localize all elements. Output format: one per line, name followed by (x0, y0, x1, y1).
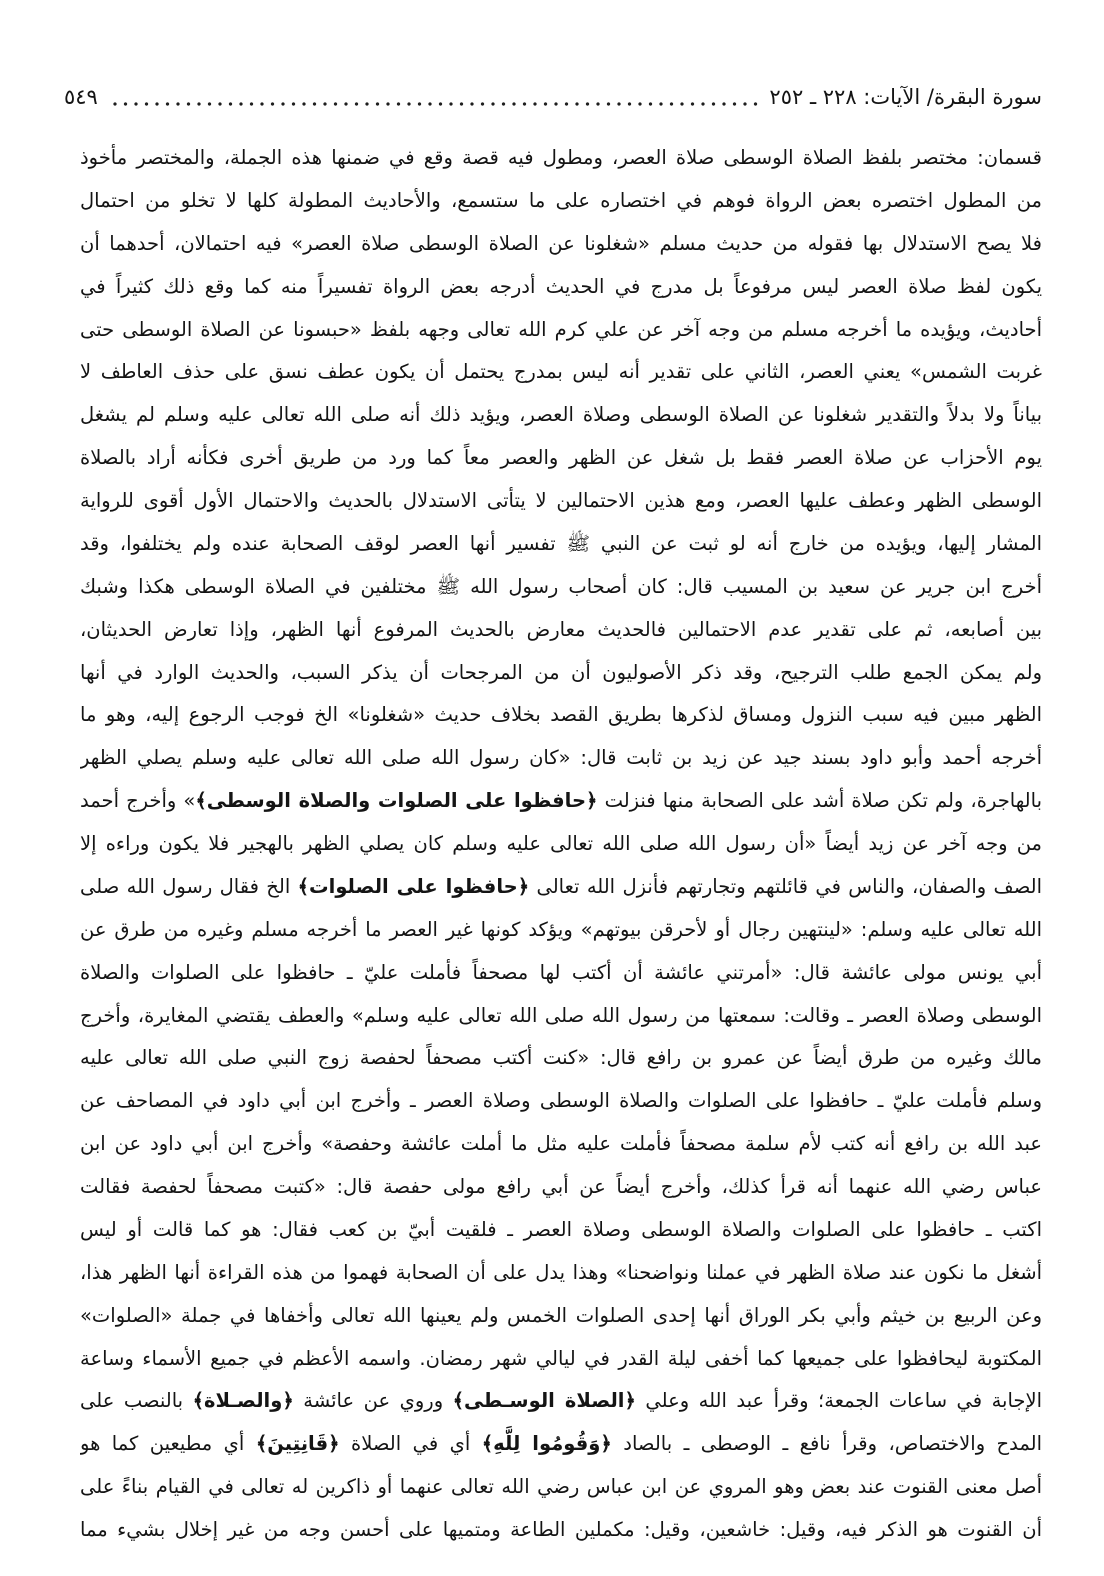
text-line: عباس رضي الله عنهما أنه قرأ كذلك، وأخرج أيضاً عن أبي رافع مولى حفصة قال: «كتبت مصحفاً لحفصة فقالت (80, 1175, 1042, 1198)
text-line: أصل معنى القنوت عند بعض وهو المروي عن ابن عباس رضي الله تعالى عنهما أو ذاكرين له تعالى في القيام بناءً على (80, 1475, 1042, 1499)
quran-verse-quote: ﴿قَانِتِينَ﴾ (255, 1432, 340, 1456)
text-line (80, 866, 1042, 909)
text-line: أشغل ما نكون عند صلاة الظهر في عملنا ونواضحنا» وهذا يدل على أن الصحابة فهموا من هذه القراءة أنها الظهر هذا، (80, 1260, 1042, 1284)
dot-leader (110, 78, 760, 116)
text-segment: المدح والاختصاص، وقرأ نافع ـ الوصطى ـ بالصاد (611, 1432, 1042, 1456)
text-line: أخرج ابن جرير عن سعيد بن المسيب قال: كان أصحاب رسول الله ﷺ مختلفين في الصلاة الوسطى هكذا وشبك (80, 574, 1042, 598)
text-line: قسمان: مختصر بلفظ الصلاة الوسطى صلاة العصر، ومطول فيه قصة وقع في ضمنها هذه الجملة، والمختصر مأخوذ (80, 146, 1042, 169)
body-text (80, 137, 1042, 1552)
text-line (80, 1423, 1042, 1466)
quran-verse-quote: ﴿الصلاة الوسـطى﴾ (452, 1389, 636, 1413)
text-line: غربت الشمس» يعني العصر، الثاني على تقدير أنه ليس بمدرج يحتمل أن يكون عطف نسق على حذف العاطف لا (80, 360, 1042, 384)
text-line: يوم الأحزاب عن صلاة العصر فقط بل شغل عن الظهر والعصر معاً كما ورد من طريق أخرى فكأنه أراد بالصلاة (80, 446, 1042, 470)
text-line: أبي يونس مولى عائشة قال: «أمرتني عائشة أن أكتب لها مصحفاً فأملت عليّ ـ حافظوا على الصلوات والصلاة (80, 960, 1042, 984)
text-line: من وجه آخر عن زيد أيضاً «أن رسول الله صلى الله تعالى عليه وسلم كان يصلي الظهر بالهجير فلا يكون وراءه إلا (80, 832, 1042, 855)
text-segment: أي مطيعين كما هو (80, 1432, 256, 1456)
text-line: يكون لفظ صلاة العصر ليس مرفوعاً بل مدرج في الحديث أدرجه بعض الرواة تفسيراً منه كما وقع ذلك كثيراً في (80, 274, 1042, 298)
text-segment: أي في الصلاة (339, 1432, 482, 1456)
page-header (64, 78, 1042, 116)
text-line: المكتوبة ليحافظوا على جميعها كما أخفى ليلة القدر في ليالي شهر رمضان. واسمه الأعظم في جميع الأسماء وساعة (80, 1346, 1042, 1370)
text-line: من المطول اختصره بعض الرواة فوهم في اختصاره على ما ستسمع، والأحاديث المطولة كلها لا تخلو من احتمال (80, 188, 1042, 212)
quran-verse-quote: ﴿حافظوا على الصلوات﴾ (297, 874, 530, 898)
text-line: الظهر مبين فيه سبب النزول ومساق لذكرها بطريق القصد بخلاف حديث «شغلونا» الخ فوجب الرجوع إليه، وهو ما (80, 703, 1042, 727)
text-line: فلا يصح الاستدلال بها فقوله من حديث مسلم «شغلونا عن الصلاة الوسطى صلاة العصر» فيه احتمالان، أحدهما أن (80, 231, 1042, 255)
text-segment: الصف والصفان، والناس في قائلتهم وتجارتهم فأنزل الله تعالى (529, 874, 1042, 898)
text-line: بياناً ولا بدلاً والتقدير شغلونا عن الصلاة الوسطى وصلاة العصر، ويؤيد ذلك أنه صلى الله تعالى عليه وسلم لم يشغل (80, 403, 1042, 427)
text-segment: الخ فقال رسول الله صلى (80, 874, 298, 898)
quran-verse-quote: ﴿حافظوا على الصلوات والصلاة الوسطى﴾ (195, 789, 598, 813)
text-line: أخرجه أحمد وأبو داود بسند جيد عن زيد بن ثابت قال: «كان رسول الله صلى الله تعالى عليه وسلم يصلي الظهر (80, 746, 1042, 770)
text-line: أن القنوت هو الذكر فيه، وقيل: خاشعين، وقيل: مكملين الطاعة ومتميها على أحسن وجه من غير إخلال بشيء مما (80, 1518, 1042, 1541)
text-line: وعن الربيع بن خيثم وأبي بكر الوراق أنها إحدى الصلوات الخمس ولم يعينها الله تعالى وأخفاها في جملة «الصلوات» (80, 1303, 1042, 1327)
quran-verse-quote: ﴿والصـلاة﴾ (192, 1389, 294, 1413)
text-line: مالك وغيره من طرق أيضاً عن عمرو بن رافع قال: «كنت أكتب مصحفاً لحفصة زوج النبي صلى الله تعالى عليه (80, 1046, 1042, 1070)
text-line: بين أصابعه، ثم على تقدير عدم الاحتمالين فالحديث معارض بالحديث المرفوع أنها الظهر، وإذا تعارض الحديثان، (80, 617, 1042, 641)
text-line: الله تعالى عليه وسلم: «لينتهين رجال أو لأحرقن بيوتهم» ويؤكد كونها غير العصر ما أخرجه مسلم وغيره من طرق عن (80, 917, 1042, 941)
text-segment: وروي عن عائشة (293, 1389, 453, 1413)
text-line (80, 1380, 1042, 1423)
text-segment: بالهاجرة، ولم تكن صلاة أشد على الصحابة منها فنزلت (597, 789, 1042, 813)
text-segment: الإجابة في ساعات الجمعة؛ وقرأ عبد الله وعلي (635, 1389, 1042, 1413)
text-line: الوسطى وصلاة العصر ـ وقالت: سمعتها من رسول الله صلى الله تعالى عليه وسلم» والعطف يقتضي المغايرة، وأخرج (80, 1003, 1042, 1027)
page-number: ٥٤٩ (64, 85, 98, 109)
text-line: عبد الله بن رافع أنه كتب لأم سلمة مصحفاً فأملت عليه مثل ما أملت عائشة وحفصة» وأخرج ابن أبي داود عن ابن (80, 1132, 1042, 1156)
text-line: ولم يمكن الجمع طلب الترجيح، وقد ذكر الأصوليون أن من المرجحات أن يذكر السبب، والحديث الوارد في أنها (80, 660, 1042, 684)
text-segment: بالنصب على (80, 1389, 193, 1413)
text-line: وسلم فأملت عليّ ـ حافظوا على الصلوات والصلاة الوسطى وصلاة العصر ـ وأخرج ابن أبي داود في المصاحف عن (80, 1089, 1042, 1113)
text-line: أحاديث، ويؤيده ما أخرجه مسلم من وجه آخر عن علي كرم الله تعالى وجهه بلفظ «حبسونا عن الصلاة الوسطى حتى (80, 317, 1042, 341)
text-line (80, 780, 1042, 823)
text-line: اكتب ـ حافظوا على الصلوات والصلاة الوسطى وصلاة العصر ـ فلقيت أبيّ بن كعب فقال: هو كما قالت أو ليس (80, 1217, 1042, 1241)
text-line: الوسطى الظهر وعطف عليها العصر، ومع هذين الاحتمالين لا يتأتى الاستدلال بالحديث والاحتمال الأول أقوى للرواية (80, 489, 1042, 512)
text-line: المشار إليها، ويؤيده من خارج أنه لو ثبت عن النبي ﷺ تفسير أنها العصر لوقف الصحابة عنده ولم يختلفوا، وقد (80, 531, 1042, 555)
running-title: سورة البقرة/ الآيات: ٢٢٨ ـ ٢٥٢ (769, 85, 1042, 109)
text-segment: » وأخرج أحمد (80, 789, 196, 813)
quran-verse-quote: ﴿وَقُومُوا لِلَّهِ﴾ (481, 1432, 612, 1456)
